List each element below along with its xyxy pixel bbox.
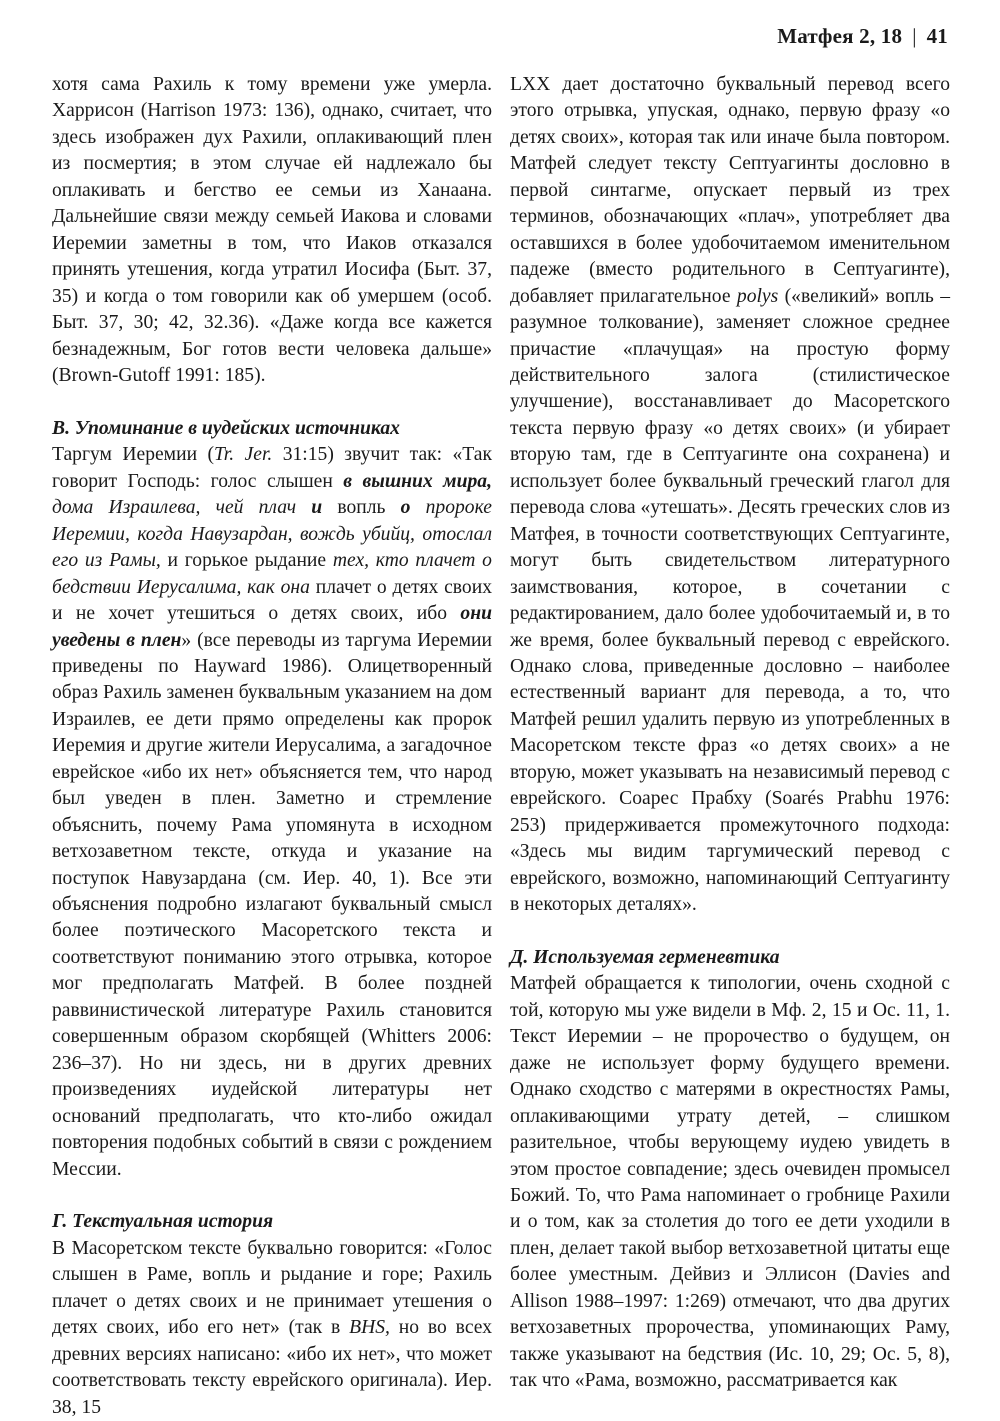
greek-term-italic: polys [736, 285, 779, 307]
section-spacer [510, 919, 950, 945]
citation-italic: BHS, [349, 1317, 390, 1339]
text-run: 31:15) звучит так: «Так говорит Господь: голос слышен [52, 444, 493, 492]
paragraph-typology: Матфей обращается к типологии, очень сходной с той, которую мы уже видели в Мф. 2, 15 и Ос. 11, 1. Текст Иеремии – не пророчество о будущем, он даже не использует форму будущего времени. Однако сходство с матерями в окрестностях Рамы, оплакивающими утрату детей, – слишком разительное, чтобы верующему иудею увидеть в этом простое совпадение; здесь очевиден промысел Божий. То, что Рама напоминает о гробнице Рахили и о том, как за столетия до того ее дети уходили в плен, делает такой выбор ветхозаветной цитаты еще более уместным. Дейвиз и Эллисон (Davies and Allison 1988–1997: 1:269) отмечают, что два других ветхозаветных пророчества, упоминающих Раму, также указывают на бедствия (Ис. 10, 29; Ос. 5, 8), так что «Рама, возможно, рассматривается как [510, 973, 950, 1392]
text-run: («великий» вопль – разумное толкование), заменяет сложное среднее причастие «плачущая» на простую форму действительного залога (стилистическое улучшение), восстанавливает до Масоретского текста первую фразу «о детях своих» (и убирает вторую там, где в Септуагинте она сохранена) и использует более буквальный греческий глагол для перевода слова «утешать». Десять греческих слов из Матфея, в точности соответствующих Септуагинте, могут быть свидетельством литературного заимствования, которое, в сочетании с редактированием, дало более удобочитаемый и, в то же время, более буквальный перевод с еврейского. Однако слова, приведенные дословно – наиболее естественный вариант для перевода, а то, что Матфей решил удалить первую из употребленных в Масоретском тексте фраз «о детях своих» а не вторую, может указывать на независимый перевод с еврейского. Соарес Прабху (Soarés Prabhu 1976: 253) придерживается промежуточного подхода: «Здесь мы видим таргумический перевод с еврейского, возможно, напоминающий Септуагинту в некоторых деталях». [510, 285, 950, 916]
running-header [777, 24, 948, 49]
text-run: В Масоретском тексте буквально говорится: «Голос слышен в Раме, вопль и рыдание и горе; Рахиль плачет о детях своих и не принимает утешения о детях своих, ибо его нет» (так в [52, 1237, 492, 1339]
citation-italic: Tr. Jer. [213, 444, 273, 466]
text-run: LXX дает достаточно буквальный перевод всего этого отрывка, упуская, однако, первую фразу «о детях своих», которая так или иначе была повтором. Матфей следует тексту Септуагинты дословно в первой синтагме, опускает первый из трех терминов, обозначающих «плач», употребляет два оставшихся в более удобочитаемом именительном падеже (вместо родительного в Септуагинте), добавляет прилагательное [510, 74, 950, 307]
header-separator: | [912, 24, 917, 48]
paragraph-rachel-continuation: хотя сама Рахиль к тому времени уже умерла. Харрисон (Harrison 1973: 136), однако, считает, что здесь изображен дух Рахили, оплакивающий плен из посмертия; в этом случае ей надлежало бы оплакивать и бегство ее семьи из Ханаана. Дальнейшие связи между семьей Иакова и словами Иеремии заметны в том, что Иаков отказался принять утешения, когда утратил Иосифа (Быт. 37, 35) и когда о том говорили как об умершем (особ. Быт. 37, 30; 42, 32.36). «Даже когда все кажется безнадежным, Бог готов вести человека дальше» (Brown-Gutoff 1991: 185). [52, 74, 492, 386]
right-column [510, 72, 950, 1395]
paragraph-masoretic-text [52, 1236, 492, 1421]
text-run: » (все переводы из таргума Иеремии приведены по Hayward 1986). Олицетворенный образ Рахиль заменен буквальным указанием на дом Израилев, ее дети прямо определены как пророк Иеремия и другие жители Иерусалима, а загадочное еврейское «ибо их нет» объясняется тем, что народ был уведен в плен. Заметно и стремление объяснить, почему Рама упомянута в исходном ветхозаветном тексте, откуда и указание на поступок Навузардана (см. Иер. 40, 1). Все эти объяснения подробно излагают буквальный смысл более поэтического Масоретского текста и соответствуют пониманию этого отрывка, которое мог предполагать Матфей. В более поздней раввинистической литературе Рахиль становится совершенным образом скорбящей (Whitters 2006: 236–37). Но ни здесь, ни в других древних произведениях иудейской литературы нет оснований предполагать, что кто-либо ожидал повторения подобных событий в связи с рождением Мессии. [52, 629, 492, 1180]
page-number: 41 [926, 24, 948, 48]
running-title: Матфея 2, 18 [777, 24, 903, 48]
paragraph-targum-jeremiah [52, 442, 492, 1183]
left-column [52, 72, 492, 1421]
section-heading-textual-history: Г. Текстуальная история [52, 1211, 274, 1233]
text-run: но во всех древних версиях написано: «ибо их нет», что может соответствовать тексту еврейского оригинала). Иер. 38, 15 [52, 1317, 492, 1418]
paragraph-lxx-translation [510, 72, 950, 919]
targum-addition: дома Израилева, чей плач [52, 497, 312, 519]
text-run: Таргум Иеремии ( [52, 444, 214, 466]
targum-addition: они уведены в плен [52, 603, 492, 651]
targum-addition: тех, кто плачет о бедствии Иерусалима, как она [52, 550, 492, 598]
section-spacer [52, 1183, 492, 1209]
section-heading-jewish-sources: В. Упоминание в иудейских источниках [52, 417, 400, 439]
section-spacer [52, 389, 492, 415]
text-run: и горькое рыдание [160, 550, 333, 572]
section-heading-hermeneutics: Д. Используемая герменевтика [510, 946, 780, 968]
targum-addition: в вышних мира, [343, 470, 492, 492]
targum-addition: о [400, 497, 411, 519]
targum-addition: пророке Иеремии, когда Навузардан, вождь убийц, отослал его из Рамы, [52, 497, 492, 572]
targum-addition: и [311, 497, 323, 519]
text-run: вопль [322, 497, 401, 519]
text-run: плачет о детях своих и не хочет утешиться о детях своих, ибо [52, 576, 492, 625]
